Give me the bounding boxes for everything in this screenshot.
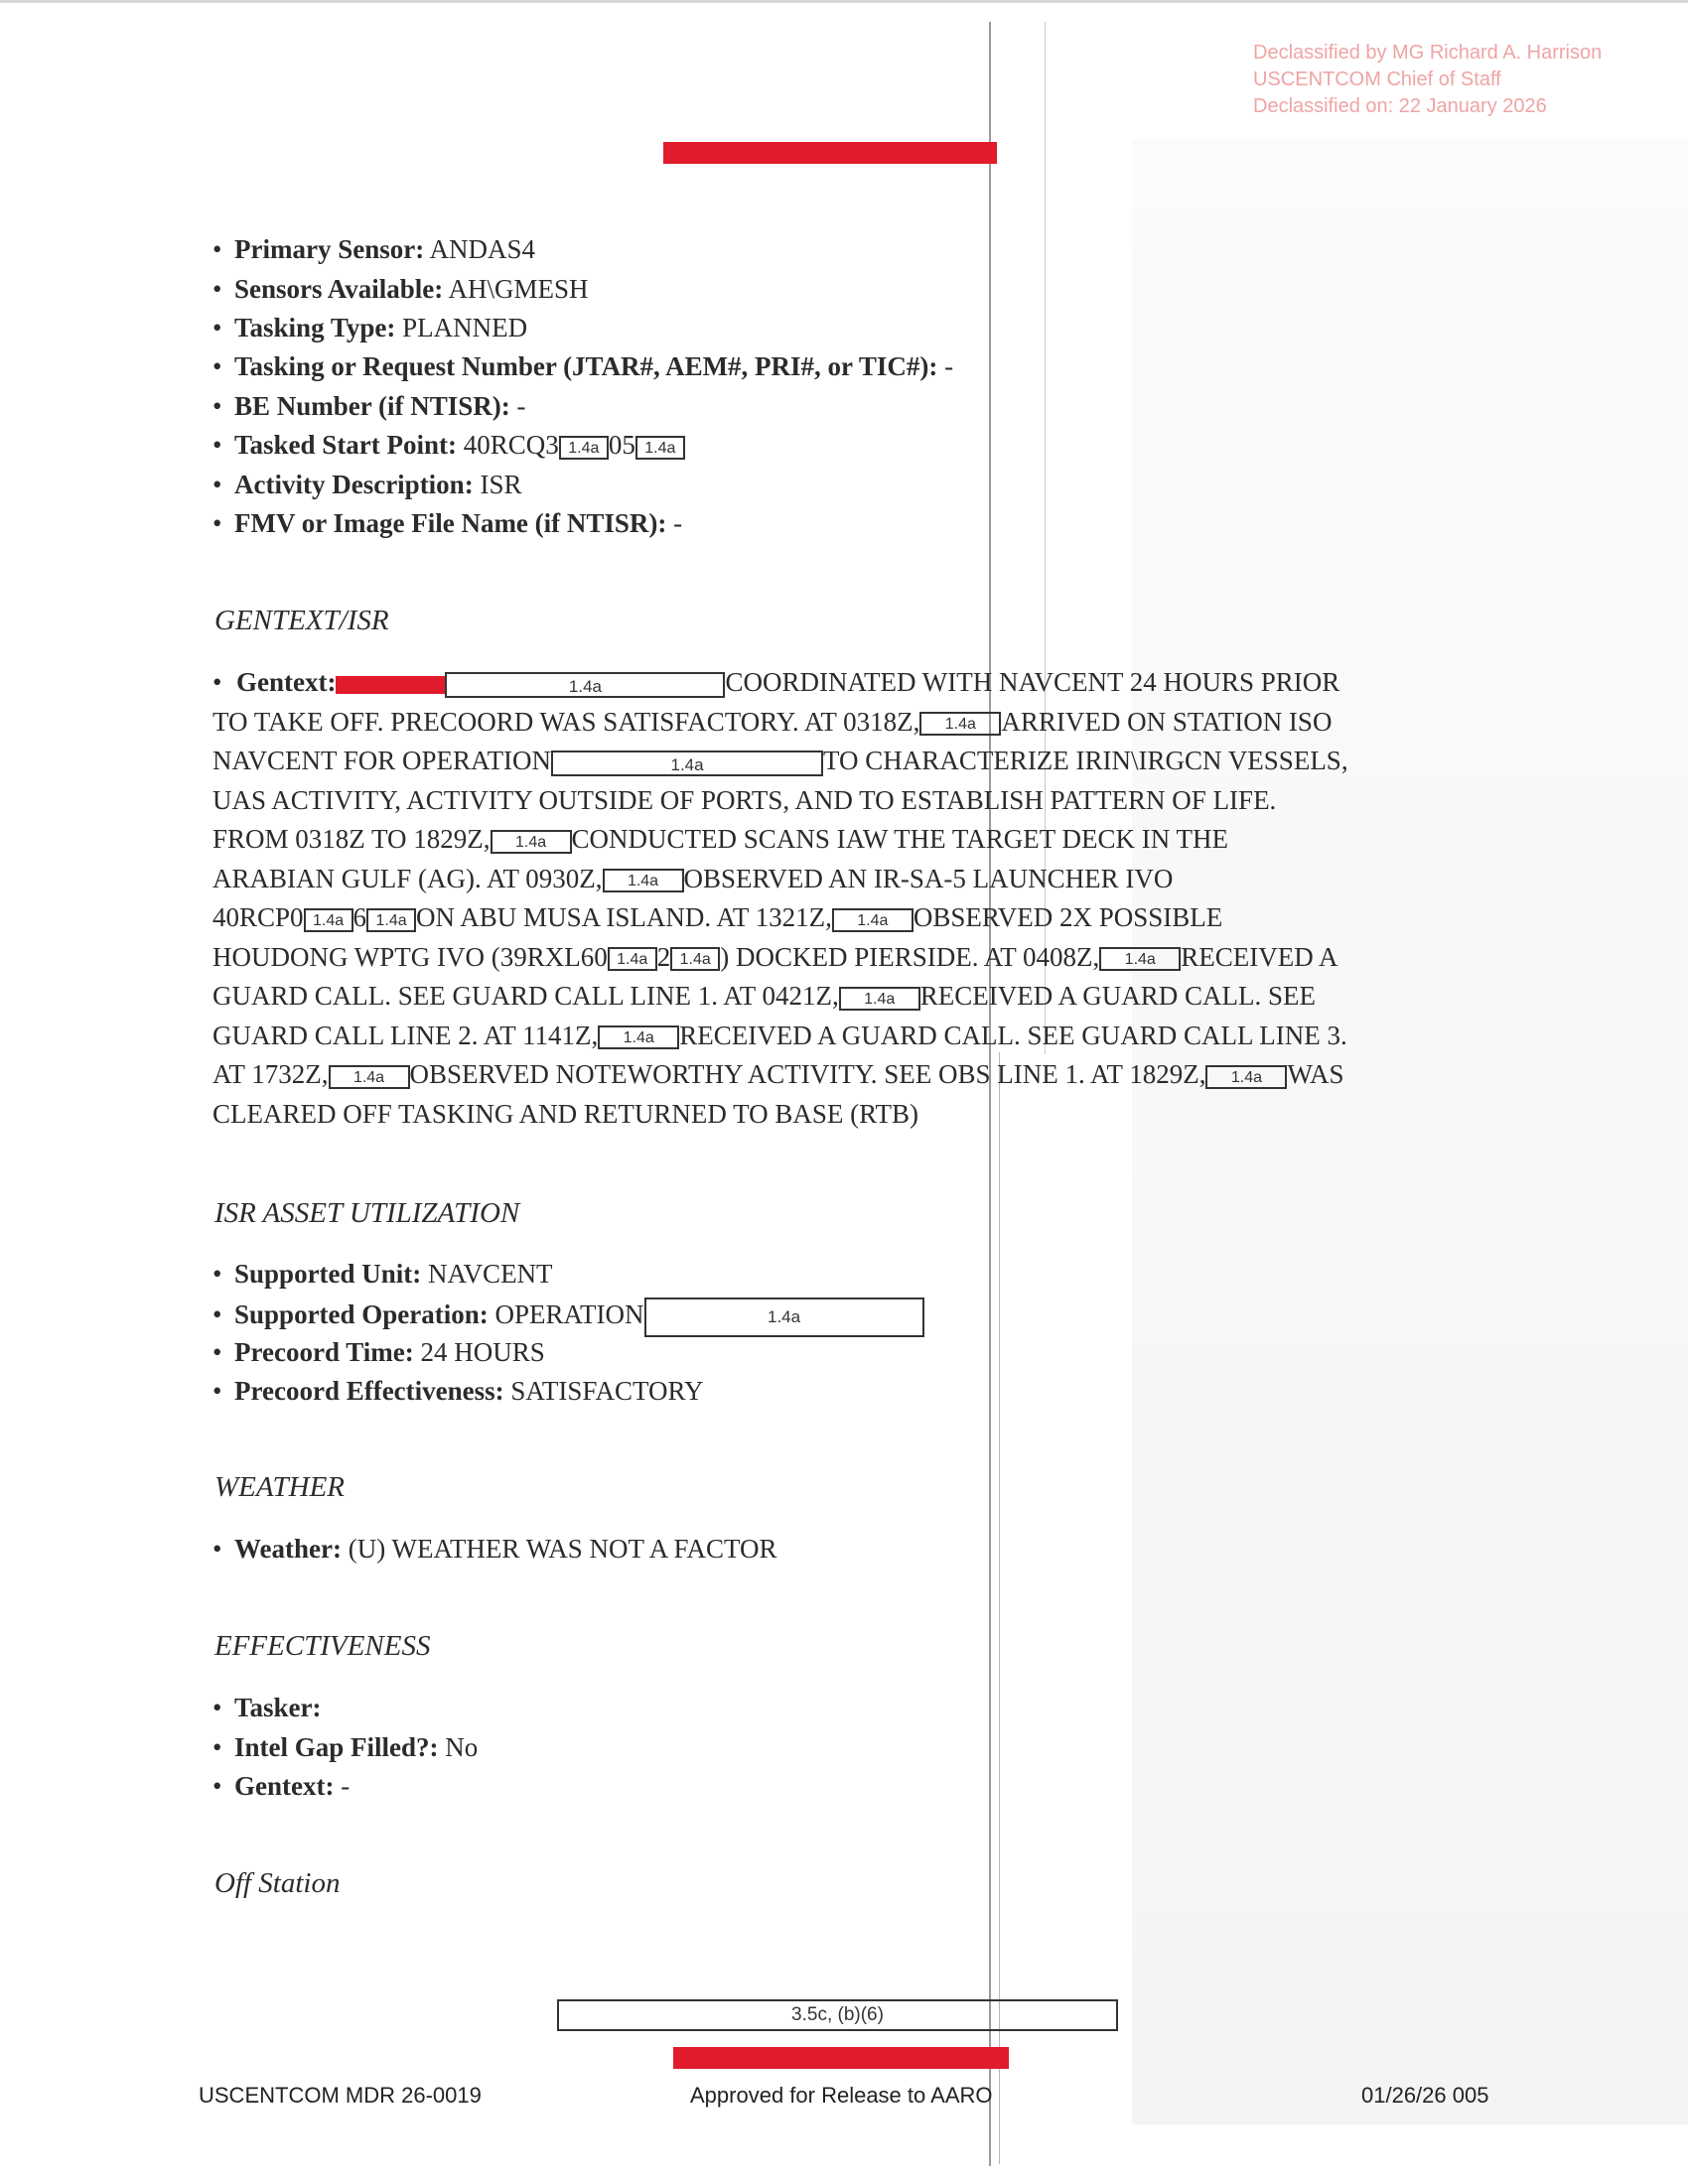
redaction-box: 1.4a: [670, 947, 720, 971]
redaction-box: 1.4a: [559, 436, 609, 460]
footer-date-code: 01/26/26 005: [1361, 2083, 1489, 2108]
declass-line-2: USCENTCOM Chief of Staff: [1253, 68, 1501, 90]
field-tasker: • Tasker:: [212, 1693, 322, 1722]
redaction-box: 1.4a: [1099, 947, 1181, 971]
redaction-box: 1.4a: [598, 1025, 679, 1049]
redaction-box: 1.4a: [1205, 1065, 1287, 1089]
heading-off-station: Off Station: [214, 1867, 341, 1899]
scan-line-lower: [999, 1052, 1000, 2164]
redaction-box: 1.4a: [603, 869, 684, 892]
field-supported-unit: • Supported Unit: NAVCENT: [212, 1259, 553, 1289]
redaction-box: 1.4a: [304, 908, 353, 932]
heading-weather: WEATHER: [214, 1471, 346, 1503]
field-activity-description: • Activity Description: ISR: [212, 470, 522, 499]
bottom-redaction-box: 3.5c, (b)(6): [557, 1999, 1118, 2031]
redaction-box: 1.4a: [491, 830, 572, 854]
redaction-box: 1.4a: [919, 712, 1001, 736]
declass-line-1: Declassified by MG Richard A. Harrison: [1253, 42, 1603, 64]
field-tasked-start-point: • Tasked Start Point: 40RCQ3 1.4a 05 1.4a: [212, 430, 685, 461]
redaction-box: 1.4a: [635, 436, 685, 460]
classification-redaction-bottom: [673, 2047, 1009, 2069]
heading-gentext-isr: GENTEXT/ISR: [214, 605, 389, 636]
redaction-box: 1.4a: [445, 672, 725, 698]
field-effectiveness-gentext: • Gentext: -: [212, 1771, 351, 1801]
field-be-number: • BE Number (if NTISR): -: [212, 391, 526, 421]
redaction-box: 1.4a: [839, 987, 920, 1011]
redaction-box: 1.4a: [608, 947, 657, 971]
footer-mdr-number: USCENTCOM MDR 26-0019: [199, 2083, 482, 2108]
redaction-box: 1.4a: [366, 908, 416, 932]
redaction-bar: [336, 676, 445, 694]
field-precoord-effectiveness: • Precoord Effectiveness: SATISFACTORY: [212, 1376, 704, 1406]
redaction-box: 1.4a: [644, 1297, 924, 1337]
field-sensors-available: • Sensors Available: AH\GMESH: [212, 274, 589, 304]
heading-isr-asset-utilization: ISR ASSET UTILIZATION: [214, 1197, 520, 1229]
field-supported-operation: • Supported Operation: OPERATION 1.4a: [212, 1297, 924, 1337]
page-top-edge: [0, 0, 1688, 3]
field-primary-sensor: • Primary Sensor: ANDAS4: [212, 234, 535, 264]
field-tasking-number: • Tasking or Request Number (JTAR#, AEM#, PRI#, or TIC#): -: [212, 351, 954, 381]
declass-line-3: Declassified on: 22 January 2026: [1253, 95, 1547, 117]
declassification-stamp: [1253, 40, 1602, 120]
field-intel-gap-filled: • Intel Gap Filled?: No: [212, 1732, 479, 1762]
field-tasking-type: • Tasking Type: PLANNED: [212, 313, 528, 342]
redaction-box: 1.4a: [832, 908, 914, 932]
field-precoord-time: • Precoord Time: 24 HOURS: [212, 1337, 545, 1367]
classification-redaction-top: [663, 142, 997, 164]
field-weather: • Weather: (U) WEATHER WAS NOT A FACTOR: [212, 1534, 777, 1564]
gentext-paragraph: • Gentext: 1.4a COORDINATED WITH NAVCENT 24 HOURS PRIOR TO TAKE OFF. PRECOORD WAS SATISFACTORY. AT 0318Z, 1.4a ARRIVED ON STATION ISO NAVCENT FOR OPERATION 1.4a TO CHARACTERIZE IRIN\IRGCN VESSELS, UAS ACTIVITY, ACTIVITY OUTSIDE OF PORTS, AND TO ESTABLISH PATTERN OF LIFE. FROM 0318Z TO 1829Z, 1.4a CONDUCTED SCANS IAW THE TARGET DECK IN THE ARABIAN GULF (AG). AT 0930Z, 1.4a OBSERVED AN IR-SA-5 LAUNCHER IVO 40RCP0 1.4a 6 1.4a ON ABU MUSA ISLAND. AT 1321Z, 1.4a OBSERVED 2X POSSIBLE HOUDONG WPTG IVO (39RXL60 1.4a 2 1.4a ) DOCKED PIERSIDE. AT 0408Z, 1.4a RECEIVED A GUARD CALL. SEE GUARD CALL LINE 1. AT 0421Z, 1.4a RECEIVED A GUARD CALL. SEE GUARD CALL LINE 2. AT 1141Z, 1.4a RECEIVED A GUARD CALL. SEE GUARD CALL LINE 3. AT 1732Z, 1.4a OBSERVED NOTEWORTHY ACTIVITY. SEE OBS LINE 1. AT 1829Z, 1.4a WAS CLEARED OFF TASKING AND RETURNED TO BASE (RTB): [212, 667, 1348, 1129]
redaction-box: 1.4a: [551, 751, 823, 776]
footer-release-note: Approved for Release to AARO: [690, 2083, 993, 2108]
redaction-box: 1.4a: [329, 1065, 410, 1089]
field-fmv-file-name: • FMV or Image File Name (if NTISR): -: [212, 508, 683, 538]
heading-effectiveness: EFFECTIVENESS: [214, 1630, 431, 1662]
